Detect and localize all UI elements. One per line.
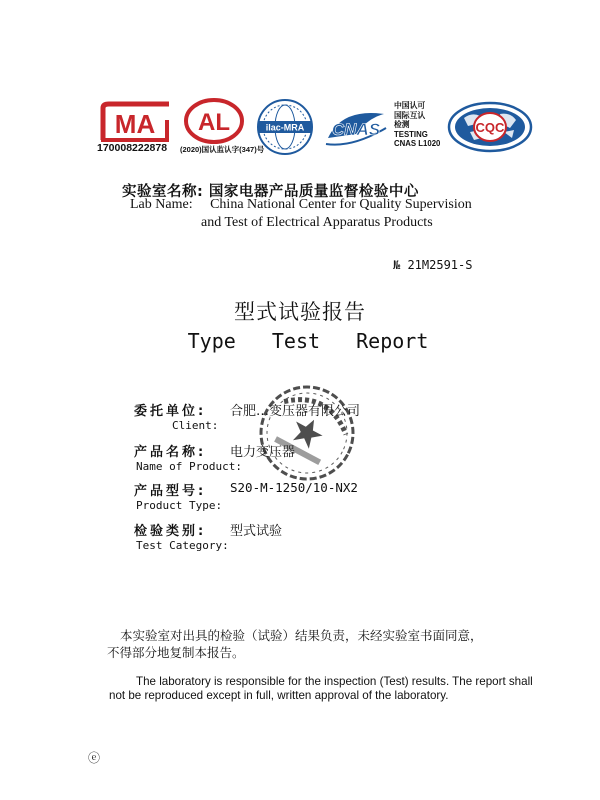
- cal-mark-icon: [183, 97, 245, 145]
- report-title-en: Type Test Report: [187, 329, 429, 353]
- lab-name-cn: 国家电器产品质量监督检验中心: [208, 184, 419, 200]
- cnas-caption-line: CNAS L1020: [394, 139, 441, 149]
- statement-en-line1: The laboratory is responsible for the inspection (Test) results. The report shall: [136, 675, 533, 688]
- field-value: 型式试验: [230, 524, 283, 539]
- field-label-en: Name of Product:: [136, 460, 242, 473]
- cma-mark-icon: [95, 100, 175, 144]
- cnas-caption-line: 国际互认: [394, 110, 426, 120]
- cqc-logo: [446, 100, 534, 154]
- report-number: № 21M2591-S: [393, 258, 473, 272]
- cma-number: 170008222878: [97, 142, 168, 154]
- field-label-cn: 产品型号:: [134, 484, 207, 499]
- report-title-cn: 型式试验报告: [234, 300, 366, 324]
- lab-name-en-line1: China National Center for Quality Supervision: [210, 197, 472, 212]
- ilac-text: ilac-MRA: [265, 122, 305, 133]
- cnas-mark-icon: [322, 104, 390, 150]
- cma-text: MA: [114, 109, 156, 139]
- statement-en-line2: not be reproduced except in full, written approval of the laboratory.: [109, 689, 449, 702]
- seal-stamp-icon: [252, 378, 362, 488]
- field-label-en: Client:: [172, 419, 219, 432]
- footer-mark: ⓔ: [88, 751, 101, 765]
- field-value: 电力变压器: [230, 445, 296, 460]
- cal-caption: (2020)国认监认字(347)号: [180, 145, 265, 154]
- statement-cn-line2: 不得部分地复制本报告。: [107, 645, 245, 660]
- lab-name-cn-label: 实验室名称:: [122, 184, 204, 200]
- cnas-text: CNAS: [331, 120, 381, 139]
- cal-text: AL: [198, 109, 230, 136]
- statement-cn-line1: 本实验室对出具的检验（试验）结果负责，未经实验室书面同意，: [120, 628, 483, 643]
- field-label-en: Test Category:: [136, 539, 229, 552]
- field-label-cn: 检验类别:: [134, 524, 207, 539]
- lab-name-en-label: Lab Name:: [130, 197, 193, 212]
- field-value: S20-M-1250/10-NX2: [230, 480, 358, 495]
- cnas-caption-line: TESTING: [394, 129, 428, 139]
- ilac-globe-icon: [255, 98, 315, 156]
- lab-name-en-row: [130, 197, 472, 213]
- cnas-logo: [322, 104, 390, 150]
- cnas-caption-line: 中国认可: [394, 101, 426, 110]
- ilac-mra-logo: [255, 98, 315, 156]
- field-label-cn: 产品名称:: [134, 445, 207, 460]
- field-label-cn: 委托单位:: [134, 404, 207, 419]
- cal-logo: [183, 97, 245, 147]
- field-label-en: Product Type:: [136, 499, 223, 512]
- lab-name-en-line2: and Test of Electrical Apparatus Products: [201, 215, 433, 230]
- cqc-text: CQC: [475, 120, 505, 135]
- field-test-category: [134, 520, 474, 560]
- cnas-caption: [394, 101, 440, 149]
- field-value: 合肥…变压器有限公司: [230, 404, 361, 419]
- cqc-globe-icon: [446, 100, 534, 154]
- company-seal: [252, 378, 362, 488]
- cnas-caption-line: 检测: [394, 120, 410, 130]
